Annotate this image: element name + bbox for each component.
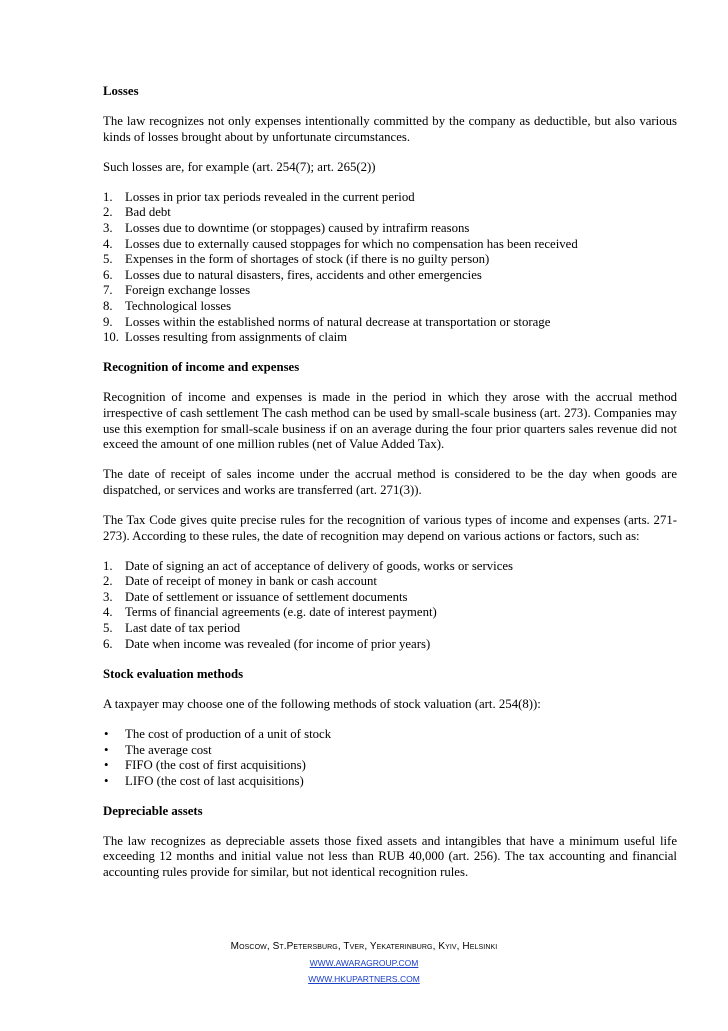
list-item-text: Terms of financial agreements (e.g. date of interest payment) bbox=[125, 605, 437, 620]
losses-heading: Losses bbox=[103, 84, 139, 98]
list-item bbox=[103, 574, 677, 590]
list-item-text: The cost of production of a unit of stock bbox=[125, 726, 332, 741]
list-item-text: LIFO (the cost of last acquisitions) bbox=[125, 773, 304, 788]
list-item-text: Losses due to downtime (or stoppages) caused by intrafirm reasons bbox=[125, 221, 470, 236]
list-item-text: Expenses in the form of shortages of stock (if there is no guilty person) bbox=[125, 252, 490, 267]
awaragroup-link[interactable]: WWW.AWARAGROUP.COM bbox=[309, 958, 419, 968]
recognition-heading: Recognition of income and expenses bbox=[103, 360, 300, 375]
list-item bbox=[103, 758, 677, 774]
losses-intro: The law recognizes not only expenses intentionally committed by the company as deductible, but also various kinds of losses brought about by unfortunate circumstances. bbox=[103, 114, 677, 144]
list-item bbox=[103, 283, 677, 299]
list-number: 3. bbox=[103, 589, 113, 604]
list-item bbox=[103, 743, 677, 759]
depreciable-paragraph: The law recognizes as depreciable assets those fixed assets and intangibles that have a minimum useful life exceeding 12 months and initial value not less than RUB 40,000 (art. 256). The tax accounting and financial accounting rules provide for similar, but not identical recognition rules. bbox=[103, 833, 677, 880]
list-item bbox=[103, 605, 677, 621]
recognition-paragraph-1: Recognition of income and expenses is made in the period in which they arose with the accrual method irrespective of cash settlement The cash method can be used by small-scale business (art. 273). Companies may use this exemption for small-scale business if on an average during the four prior quarters sales revenue did not exceed the amount of one million rubles (net of Value Added Tax). bbox=[103, 390, 677, 452]
list-item bbox=[103, 621, 677, 637]
list-item-text: Last date of tax period bbox=[125, 621, 241, 636]
list-item bbox=[103, 205, 677, 221]
list-item-text: Losses due to externally caused stoppages for which no compensation has been received bbox=[125, 236, 578, 251]
depreciable-heading: Depreciable assets bbox=[103, 803, 203, 818]
list-number: 3. bbox=[103, 221, 113, 236]
recognition-list bbox=[103, 559, 677, 653]
list-item bbox=[103, 268, 677, 284]
stock-methods-list bbox=[103, 727, 677, 789]
losses-example-line: Such losses are, for example (art. 254(7); art. 265(2)) bbox=[103, 159, 376, 174]
list-item bbox=[103, 330, 677, 346]
list-item-text: The average cost bbox=[125, 742, 212, 757]
list-item bbox=[103, 299, 677, 315]
list-number: 7. bbox=[103, 283, 113, 298]
list-item bbox=[103, 190, 677, 206]
list-number: 6. bbox=[103, 267, 113, 282]
list-number: 1. bbox=[103, 558, 113, 573]
list-item bbox=[103, 252, 677, 268]
list-item bbox=[103, 590, 677, 606]
page-footer bbox=[0, 941, 728, 984]
list-item-text: Date when income was revealed (for income of prior years) bbox=[125, 636, 431, 651]
list-number: 5. bbox=[103, 252, 113, 267]
list-number: 10. bbox=[103, 330, 119, 345]
list-item-text: Losses within the established norms of natural decrease at transportation or storage bbox=[125, 314, 551, 329]
list-item-text: FIFO (the cost of first acquisitions) bbox=[125, 758, 306, 773]
list-item-text: Date of settlement or issuance of settlement documents bbox=[125, 589, 408, 604]
stock-heading: Stock evaluation methods bbox=[103, 666, 244, 681]
list-item-text: Losses resulting from assignments of claim bbox=[125, 330, 348, 345]
list-item bbox=[103, 221, 677, 237]
losses-list bbox=[103, 190, 677, 346]
list-number: 5. bbox=[103, 621, 113, 636]
list-item bbox=[103, 637, 677, 653]
list-number: 9. bbox=[103, 314, 113, 329]
list-number: 2. bbox=[103, 574, 113, 589]
recognition-paragraph-2: The date of receipt of sales income under the accrual method is considered to be the day when goods are dispatched, or services and works are transferred (art. 271(3)). bbox=[103, 467, 677, 497]
list-number: 2. bbox=[103, 205, 113, 220]
bullet-icon: • bbox=[104, 758, 109, 773]
hkupartners-link[interactable]: WWW.HKUPARTNERS.COM bbox=[308, 974, 420, 984]
recognition-paragraph-3: The Tax Code gives quite precise rules for the recognition of various types of income and expenses (arts. 271-273). According to these rules, the date of recognition may depend on various actions or factors, such as: bbox=[103, 512, 677, 543]
footer-cities: Moscow, St.Petersburg, Tver, Yekaterinburg, Kyiv, Helsinki bbox=[230, 941, 498, 952]
bullet-icon: • bbox=[104, 773, 109, 788]
list-item bbox=[103, 774, 677, 790]
list-number: 6. bbox=[103, 636, 113, 651]
list-number: 4. bbox=[103, 236, 113, 251]
list-item-text: Foreign exchange losses bbox=[125, 283, 251, 298]
bullet-icon: • bbox=[104, 726, 109, 741]
list-item bbox=[103, 237, 677, 253]
document-body bbox=[103, 84, 677, 895]
list-item bbox=[103, 315, 677, 331]
bullet-icon: • bbox=[104, 742, 109, 757]
list-item bbox=[103, 559, 677, 575]
list-number: 8. bbox=[103, 299, 113, 314]
list-item-text: Technological losses bbox=[125, 299, 232, 314]
list-item-text: Losses due to natural disasters, fires, accidents and other emergencies bbox=[125, 267, 482, 282]
list-item-text: Losses in prior tax periods revealed in the current period bbox=[125, 189, 415, 204]
list-item bbox=[103, 727, 677, 743]
list-item-text: Date of receipt of money in bank or cash account bbox=[125, 574, 377, 589]
list-number: 4. bbox=[103, 605, 113, 620]
list-number: 1. bbox=[103, 189, 113, 204]
list-item-text: Date of signing an act of acceptance of delivery of goods, works or services bbox=[125, 558, 514, 573]
stock-intro: A taxpayer may choose one of the following methods of stock valuation (art. 254(8)): bbox=[103, 696, 541, 711]
list-item-text: Bad debt bbox=[125, 205, 171, 220]
